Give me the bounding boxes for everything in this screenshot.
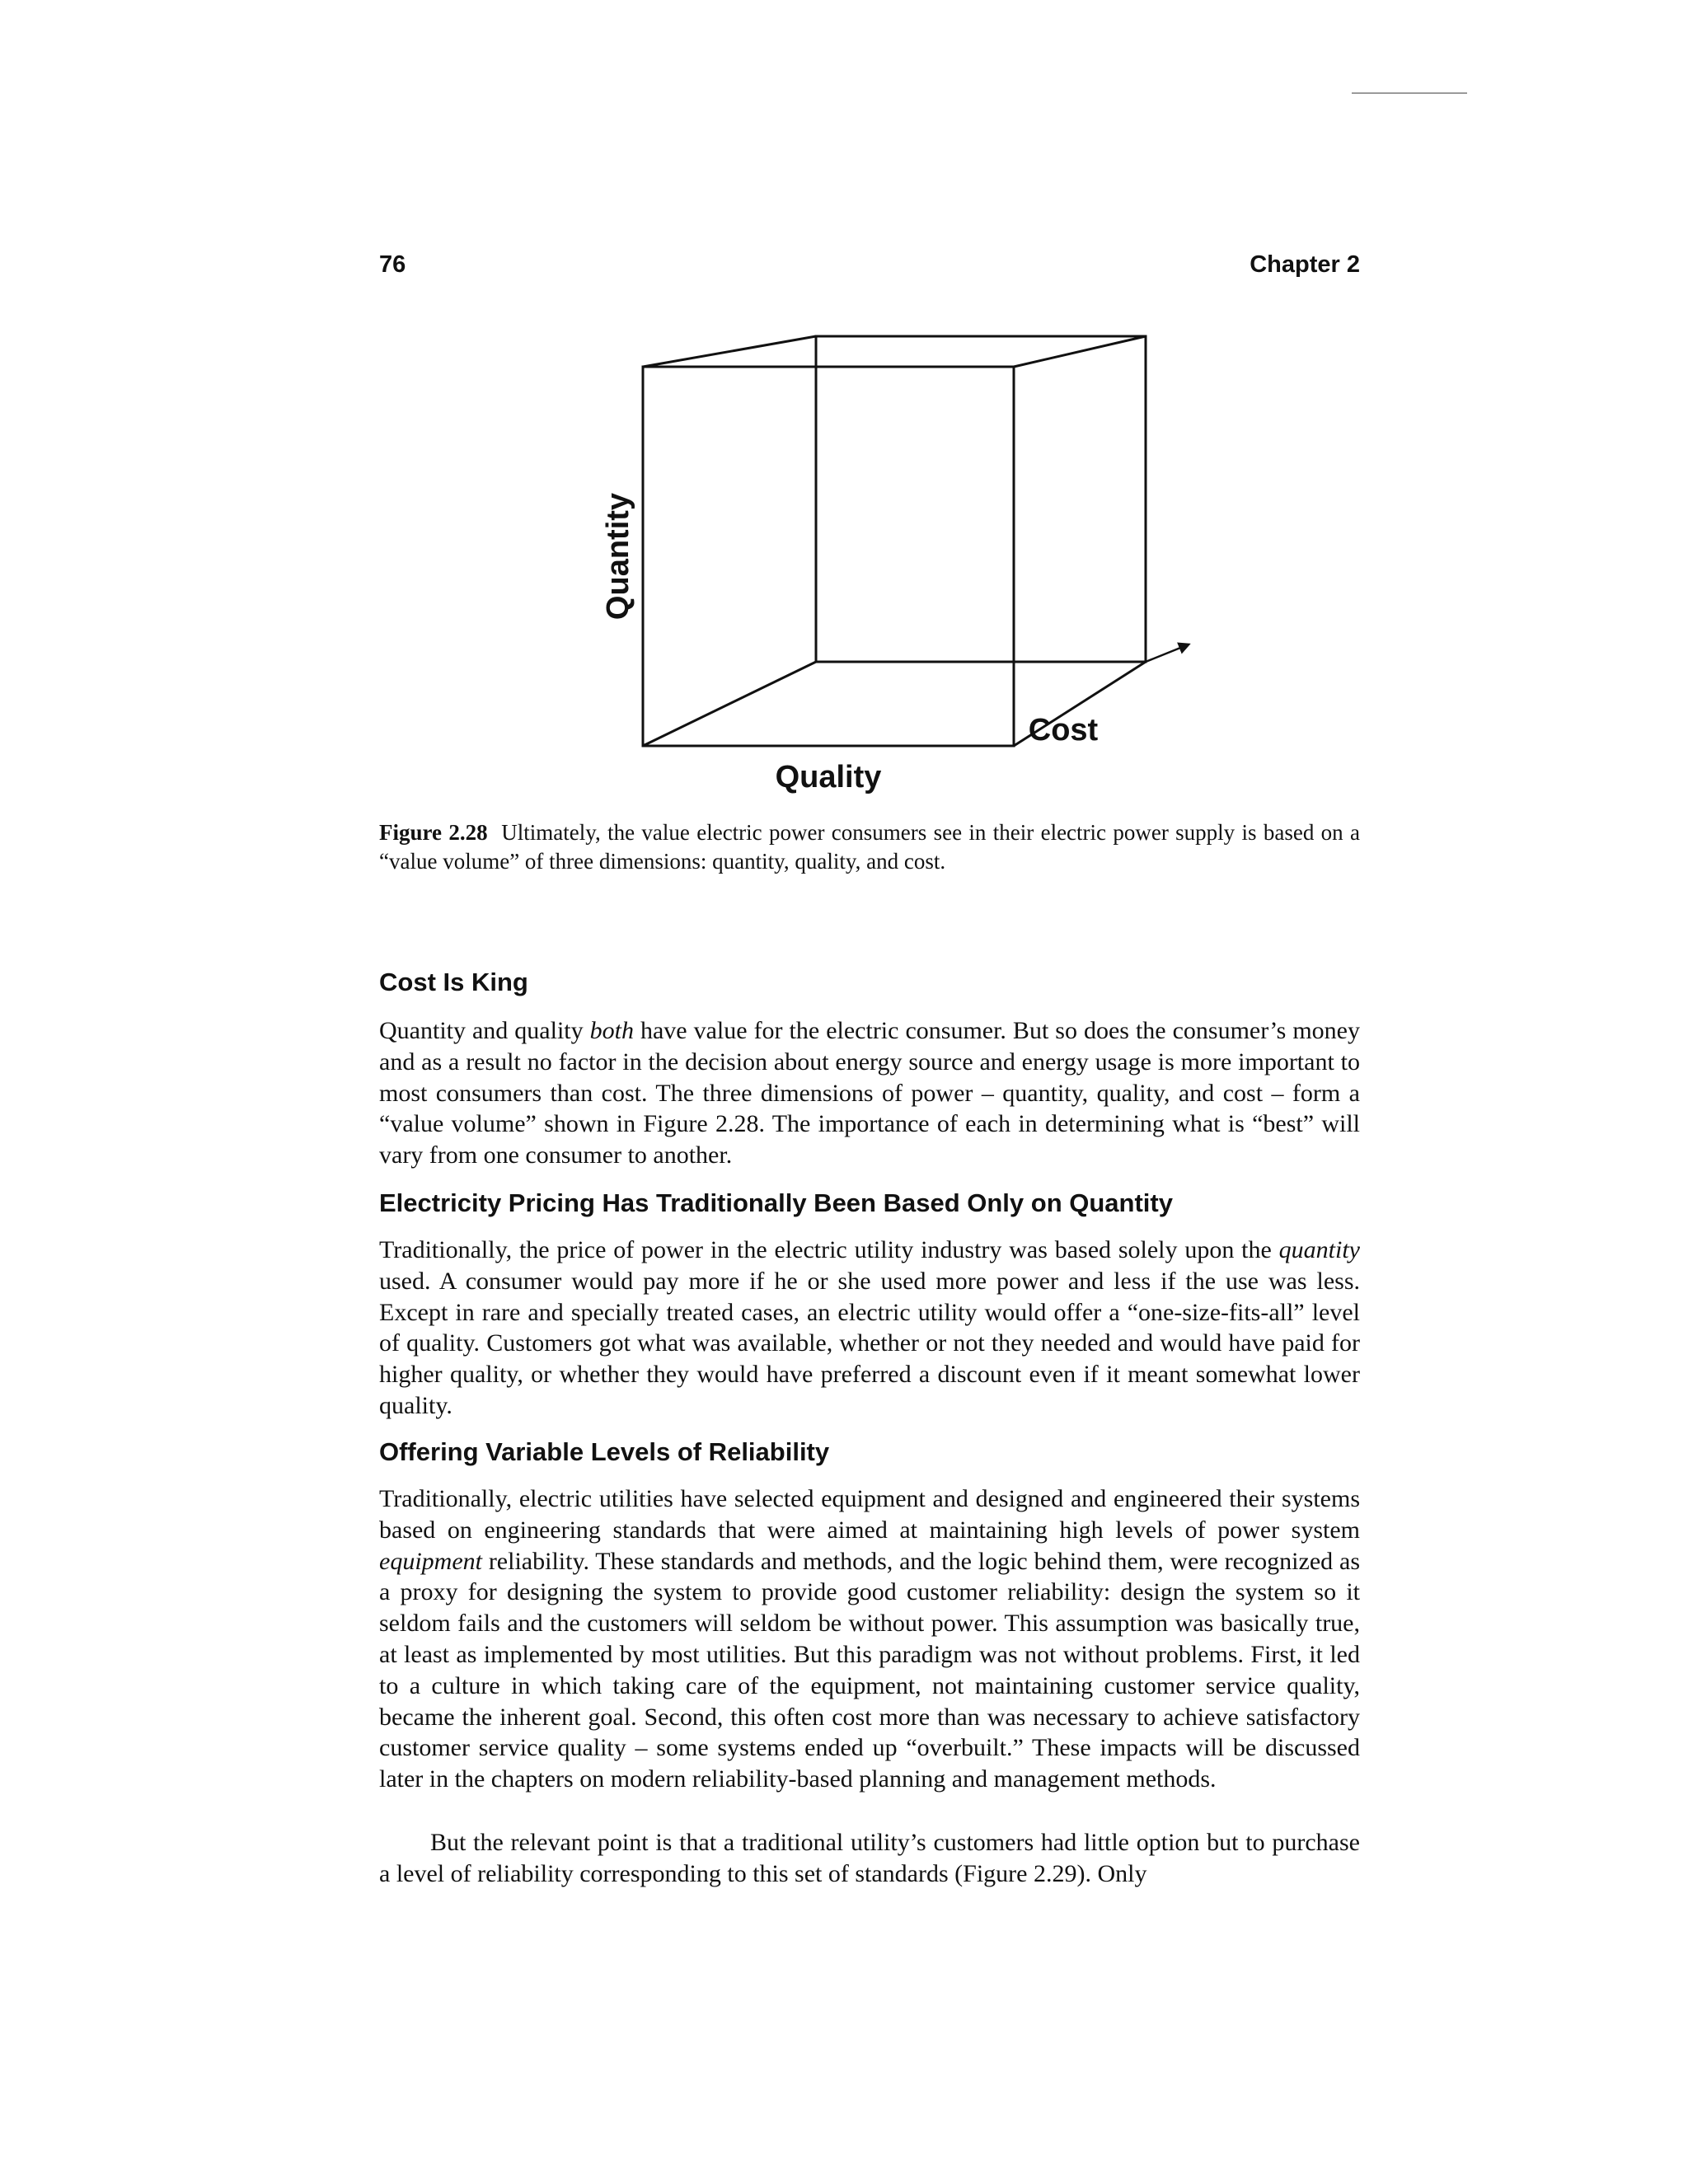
axis-label-quantity: Quantity [601, 492, 635, 621]
axis-label-cost: Cost [1028, 713, 1099, 748]
running-header [379, 251, 1360, 288]
paragraph-text: used. A consumer would pay more if he or she used more power and less if the use was less. Except in rare and specially treated cases, an electric utility would offer a “one-size-fits-all” level of quality. Customers got what was available, whether or not they needed and would have paid for higher quality, or whether they would have preferred a discount even if it meant somewhat lower quality. [379, 1267, 1360, 1419]
paragraph-emphasis: both [589, 1017, 634, 1044]
cost-axis-arrow [1146, 644, 1189, 662]
paragraph-pricing [379, 1235, 1360, 1422]
page-number: 76 [379, 251, 406, 278]
cube-edge-top-left [643, 336, 816, 367]
section-heading-reliability: Offering Variable Levels of Reliability [379, 1437, 830, 1466]
cube-front-face [643, 367, 1014, 746]
figure-caption-label: Figure 2.28 [379, 820, 488, 845]
section-heading-cost-is-king: Cost Is King [379, 968, 528, 996]
value-volume-cube-figure [577, 321, 1203, 808]
figure-caption-text: Ultimately, the value electric power consumers see in their electric power supply is based on a “value volume” of three dimensions: quantity, quality, and cost. [379, 820, 1361, 874]
paragraph-text: Quantity and quality [379, 1017, 590, 1044]
paragraph-relevant-point: But the relevant point is that a traditional utility’s customers had little option but to purchase a level of reliability corresponding to this set of standards (Figure 2.29). Only [379, 1829, 1360, 1887]
figure-caption [379, 818, 1360, 876]
paragraph-emphasis: equipment [379, 1547, 482, 1575]
cube-back-face [816, 336, 1146, 662]
paragraph-text: Traditionally, electric utilities have selected equipment and designed and engineered their systems based on engineering standards that were aimed at maintaining high levels of power system [379, 1485, 1360, 1544]
axis-label-quality: Quality [775, 760, 882, 794]
section-heading-pricing: Electricity Pricing Has Traditionally Been Based Only on Quantity [379, 1188, 1173, 1217]
paragraph-cost-is-king [379, 1015, 1360, 1171]
cube-edge-bottom-left [643, 662, 816, 746]
cube-edge-top-right [1014, 336, 1146, 367]
paragraph-text: Traditionally, the price of power in the electric utility industry was based solely upon the [379, 1236, 1279, 1263]
chapter-title: Chapter 2 [1250, 251, 1360, 278]
paragraph-reliability [379, 1483, 1360, 1795]
scan-artifact-line [1352, 92, 1467, 94]
paragraph-emphasis: quantity [1278, 1236, 1360, 1263]
cube-wireframe [643, 336, 1146, 746]
paragraph-text: have value for the electric consumer. But so does the consumer’s money and as a result no factor in the decision about energy source and energy usage is more important to most consumers than cost. The three dimensions of power – quantity, quality, and cost – form a “value volume” shown in Figure 2.28. The importance of each in determining what is “best” will vary from one consumer to another. [379, 1017, 1360, 1169]
paragraph-text: reliability. These standards and methods, and the logic behind them, were recognized as a proxy for designing the system to provide good customer reliability: design the system so it seldom fails and the customers will seldom be without power. This assumption was basically true, at least as implemented by most utilities. But this paradigm was not without problems. First, it led to a culture in which taking care of the equipment, not maintaining customer service quality, became the inherent goal. Second, this often cost more than was necessary to achieve satisfactory customer service quality – some systems ended up “overbuilt.” These impacts will be discussed later in the chapters on modern reliability-based planning and management methods. [379, 1547, 1360, 1793]
